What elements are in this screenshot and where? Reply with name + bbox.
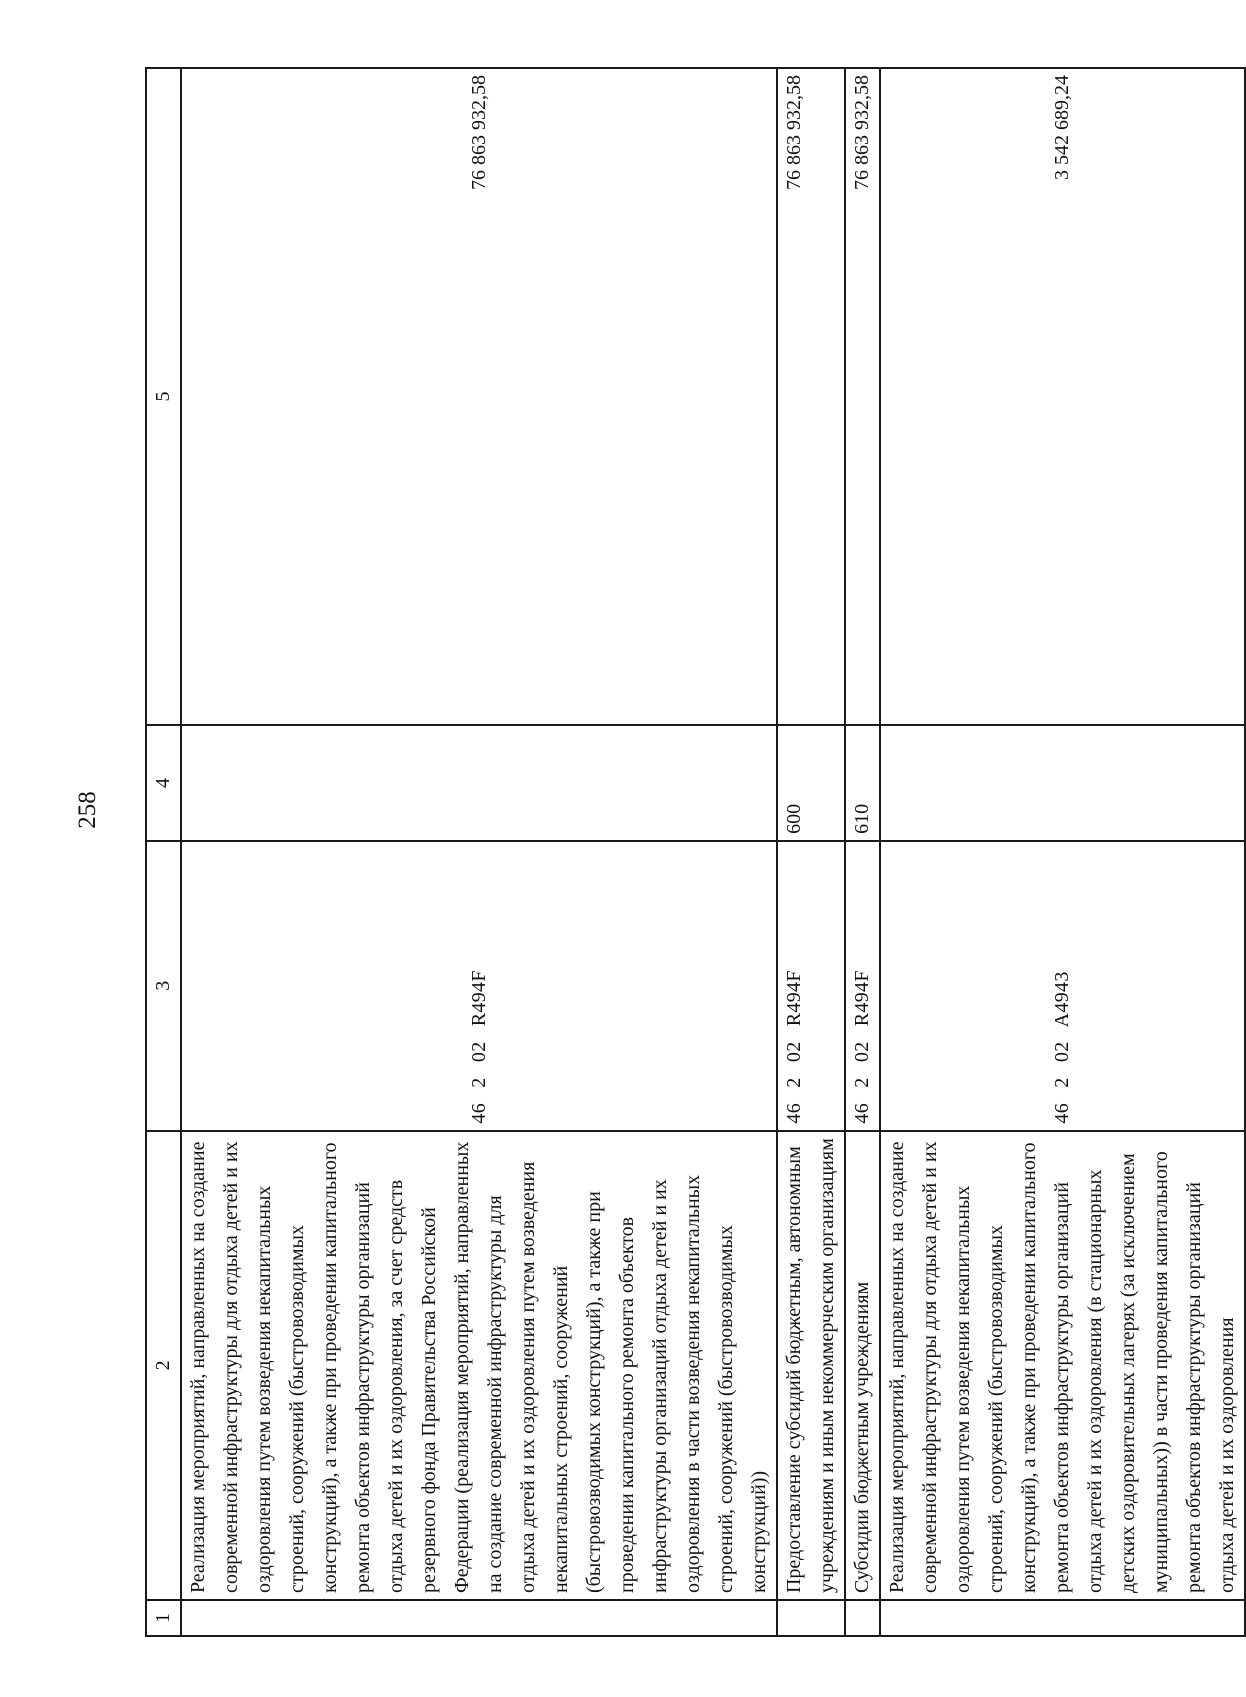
expense-type-cell bbox=[181, 725, 777, 841]
description-cell: Субсидии бюджетным учреждениям bbox=[845, 1131, 880, 1600]
row-number-cell bbox=[777, 1600, 845, 1636]
page-number: 258 bbox=[74, 791, 101, 829]
table-row bbox=[777, 68, 845, 1636]
table-row bbox=[845, 68, 880, 1636]
table-row bbox=[880, 68, 1245, 1636]
amount-cell: 3 542 689,24 bbox=[880, 68, 1245, 725]
column-number-1: 1 bbox=[146, 1600, 181, 1636]
classification-code-cell: 46 2 02 R494F bbox=[845, 841, 880, 1131]
amount-cell: 76 863 932,58 bbox=[845, 68, 880, 725]
description-cell: Предоставление субсидий бюджетным, автономным учреждениям и иным некоммерческим организациям bbox=[777, 1131, 845, 1600]
column-number-4: 4 bbox=[146, 725, 181, 841]
row-number-cell bbox=[880, 1600, 1245, 1636]
column-number-5: 5 bbox=[146, 68, 181, 725]
row-number-cell bbox=[181, 1600, 777, 1636]
description-cell: Реализация мероприятий, направленных на создание современной инфраструктуры для отдыха детей и их оздоровления путем возведения некапитальных строений, сооружений (быстровозводимых конструкций), а также при проведении капитального ремонта объектов инфраструктуры организаций отдыха детей и их оздоровления, за счет средств резервного фонда Правительства Российской Федерации (реализация мероприятий, направленных на создание современной инфраструктуры для отдыха детей и их оздоровления путем возведения некапитальных строений, сооружений (быстровозводимых конструкций), а также при проведении капитального ремонта объектов инфраструктуры организаций отдыха детей и их оздоровления в части возведения некапитальных строений, сооружений (быстровозводимых конструкций)) bbox=[181, 1131, 777, 1600]
amount-cell: 76 863 932,58 bbox=[181, 68, 777, 725]
column-number-row bbox=[146, 68, 181, 1636]
classification-code-cell: 46 2 02 A4943 bbox=[880, 841, 1245, 1131]
budget-table bbox=[145, 67, 1246, 1637]
table-row bbox=[181, 68, 777, 1636]
expense-type-cell: 610 bbox=[845, 725, 880, 841]
classification-code-cell: 46 2 02 R494F bbox=[181, 841, 777, 1131]
column-number-3: 3 bbox=[146, 841, 181, 1131]
column-number-2: 2 bbox=[146, 1131, 181, 1600]
amount-cell: 76 863 932,58 bbox=[777, 68, 845, 725]
expense-type-cell bbox=[880, 725, 1245, 841]
classification-code-cell: 46 2 02 R494F bbox=[777, 841, 845, 1131]
row-number-cell bbox=[845, 1600, 880, 1636]
description-cell: Реализация мероприятий, направленных на создание современной инфраструктуры для отдыха детей и их оздоровления путем возведения некапитальных строений, сооружений (быстровозводимых конструкций), а также при проведении капитального ремонта объектов инфраструктуры организаций отдыха детей и их оздоровления (в стационарных детских оздоровительных лагерях (за исключением муниципальных)) в части проведения капитального ремонта объектов инфраструктуры организаций отдыха детей и их оздоровления bbox=[880, 1131, 1245, 1600]
rotated-table-container bbox=[145, 67, 1238, 1637]
expense-type-cell: 600 bbox=[777, 725, 845, 841]
